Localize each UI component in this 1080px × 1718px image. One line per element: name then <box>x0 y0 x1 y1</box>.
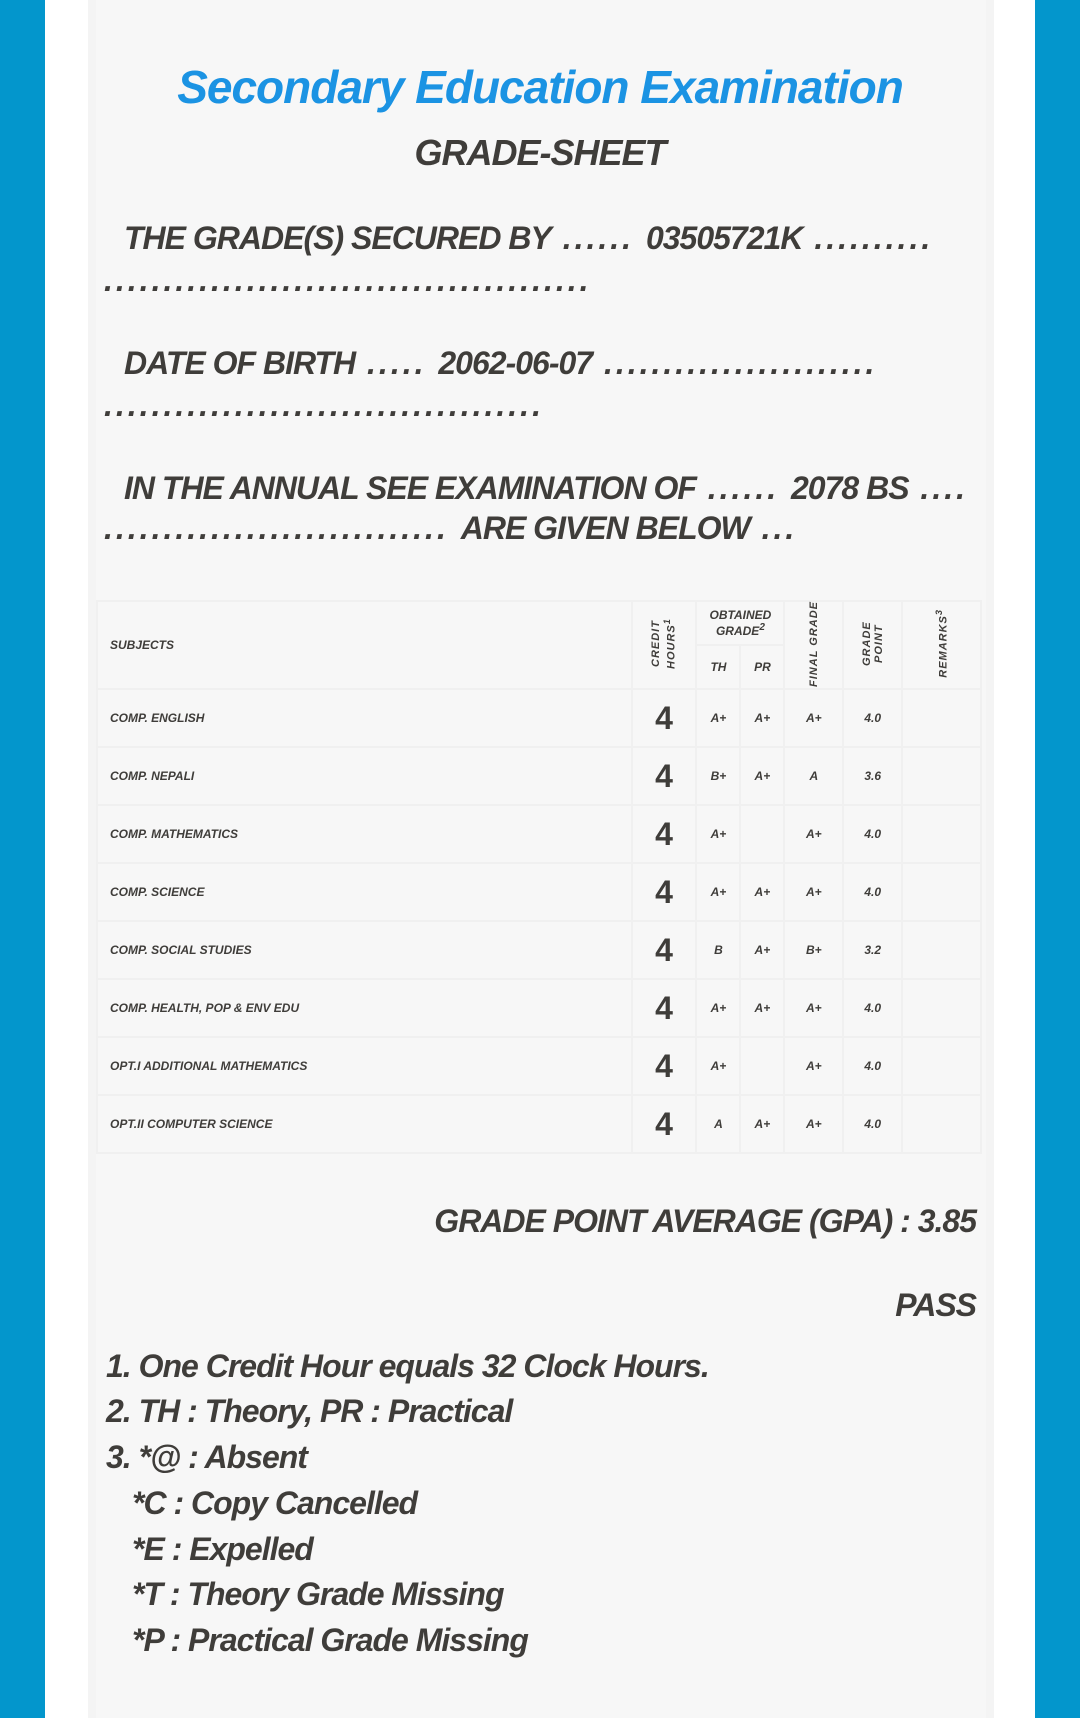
exam-line: IN THE ANNUAL SEE EXAMINATION OF ...... 2078 BS .... <box>124 470 968 506</box>
practical-grade-cell: A+ <box>740 979 784 1037</box>
table-row <box>97 1037 981 1095</box>
practical-grade-cell: A+ <box>740 1095 784 1153</box>
result-status: PASS <box>895 1287 976 1323</box>
final-grade-cell: B+ <box>784 921 843 979</box>
practical-grade-cell: A+ <box>740 689 784 747</box>
subject-cell: COMP. SOCIAL STUDIES <box>97 921 632 979</box>
header-th: TH <box>696 645 740 689</box>
remarks-cell <box>902 1095 981 1153</box>
subject-cell: COMP. HEALTH, POP & ENV EDU <box>97 979 632 1037</box>
theory-grade-cell: A+ <box>696 1037 740 1095</box>
credit-hours-cell: 4 <box>632 689 697 747</box>
credit-hours-cell: 4 <box>632 979 697 1037</box>
note-theory-missing: *T : Theory Grade Missing <box>132 1576 504 1612</box>
grade-point-cell: 4.0 <box>843 805 902 863</box>
subject-cell: OPT.II COMPUTER SCIENCE <box>97 1095 632 1153</box>
grade-point-cell: 4.0 <box>843 1037 902 1095</box>
remarks-cell <box>902 1037 981 1095</box>
remarks-cell <box>902 747 981 805</box>
theory-grade-cell: B <box>696 921 740 979</box>
header-obtained-grade: OBTAINED GRADE$^2$ <box>696 601 784 645</box>
practical-grade-cell: A+ <box>740 921 784 979</box>
remarks-cell <box>902 979 981 1037</box>
dotted-line: ..................................... <box>104 387 544 423</box>
exam-label: IN THE ANNUAL SEE EXAMINATION OF <box>124 470 696 506</box>
theory-grade-cell: B+ <box>696 747 740 805</box>
theory-grade-cell: A <box>696 1095 740 1153</box>
grade-sheet-heading: GRADE-SHEET <box>414 132 666 173</box>
grade-point-cell: 4.0 <box>843 1095 902 1153</box>
final-grade-cell: A+ <box>784 863 843 921</box>
table-row <box>97 689 981 747</box>
symbol-number: 03505721K <box>645 220 803 256</box>
theory-grade-cell: A+ <box>696 689 740 747</box>
secured-by-line: THE GRADE(S) SECURED BY ...... 03505721K .......... <box>124 220 934 256</box>
table-row <box>97 863 981 921</box>
header-subjects: SUBJECTS <box>97 601 632 689</box>
table-row <box>97 1095 981 1153</box>
dob-label: DATE OF BIRTH <box>124 345 356 381</box>
grade-point-cell: 3.2 <box>843 921 902 979</box>
final-grade-cell: A <box>784 747 843 805</box>
subject-cell: COMP. ENGLISH <box>97 689 632 747</box>
credit-hours-cell: 4 <box>632 1095 697 1153</box>
credit-hours-cell: 4 <box>632 1037 697 1095</box>
table-row <box>97 979 981 1037</box>
dotted-line: ......................................... <box>104 262 592 298</box>
note-3: 3. *@ : Absent <box>106 1439 307 1475</box>
header-pr: PR <box>740 645 784 689</box>
header-final-grade: FINAL GRADE <box>784 601 843 689</box>
table-row <box>97 747 981 805</box>
subject-cell: COMP. MATHEMATICS <box>97 805 632 863</box>
secured-label: THE GRADE(S) SECURED BY <box>124 220 551 256</box>
subject-cell: COMP. NEPALI <box>97 747 632 805</box>
credit-hours-cell: 4 <box>632 863 697 921</box>
subject-cell: OPT.I ADDITIONAL MATHEMATICS <box>97 1037 632 1095</box>
credit-hours-cell: 4 <box>632 805 697 863</box>
theory-grade-cell: A+ <box>696 863 740 921</box>
given-below-label: ARE GIVEN BELOW <box>460 510 750 546</box>
final-grade-cell: A+ <box>784 979 843 1037</box>
theory-grade-cell: A+ <box>696 805 740 863</box>
dob-value: 2062-06-07 <box>438 345 593 381</box>
practical-grade-cell <box>740 805 784 863</box>
subject-cell: COMP. SCIENCE <box>97 863 632 921</box>
remarks-cell <box>902 921 981 979</box>
credit-hours-cell: 4 <box>632 921 697 979</box>
given-below-line: ............................. ARE GIVEN BELOW ... <box>104 510 798 546</box>
grade-point-cell: 4.0 <box>843 863 902 921</box>
dob-line: DATE OF BIRTH ..... 2062-06-07 ....................... <box>124 345 878 381</box>
grades-table <box>96 600 982 1154</box>
table-row <box>97 921 981 979</box>
grade-point-cell: 3.6 <box>843 747 902 805</box>
credit-hours-cell: 4 <box>632 747 697 805</box>
header-grade-point: GRADE POINT <box>843 601 902 689</box>
note-practical-missing: *P : Practical Grade Missing <box>132 1622 528 1658</box>
gpa: GRADE POINT AVERAGE (GPA) : 3.85 <box>434 1203 976 1239</box>
practical-grade-cell: A+ <box>740 747 784 805</box>
remarks-cell <box>902 689 981 747</box>
note-1: 1. One Credit Hour equals 32 Clock Hours. <box>106 1348 709 1384</box>
header-remarks: REMARKS$^3$ <box>902 601 981 689</box>
theory-grade-cell: A+ <box>696 979 740 1037</box>
exam-year: 2078 BS <box>791 470 909 506</box>
remarks-cell <box>902 805 981 863</box>
remarks-cell <box>902 863 981 921</box>
grade-point-cell: 4.0 <box>843 689 902 747</box>
final-grade-cell: A+ <box>784 1037 843 1095</box>
header-credit-hours: CREDIT HOURS$^1$ <box>632 601 697 689</box>
grade-point-cell: 4.0 <box>843 979 902 1037</box>
final-grade-cell: A+ <box>784 805 843 863</box>
exam-title: Secondary Education Examination <box>177 61 903 113</box>
note-copy-cancelled: *C : Copy Cancelled <box>132 1485 418 1521</box>
practical-grade-cell <box>740 1037 784 1095</box>
table-row <box>97 805 981 863</box>
note-expelled: *E : Expelled <box>132 1531 313 1567</box>
note-2: 2. TH : Theory, PR : Practical <box>106 1393 513 1429</box>
practical-grade-cell: A+ <box>740 863 784 921</box>
final-grade-cell: A+ <box>784 689 843 747</box>
final-grade-cell: A+ <box>784 1095 843 1153</box>
